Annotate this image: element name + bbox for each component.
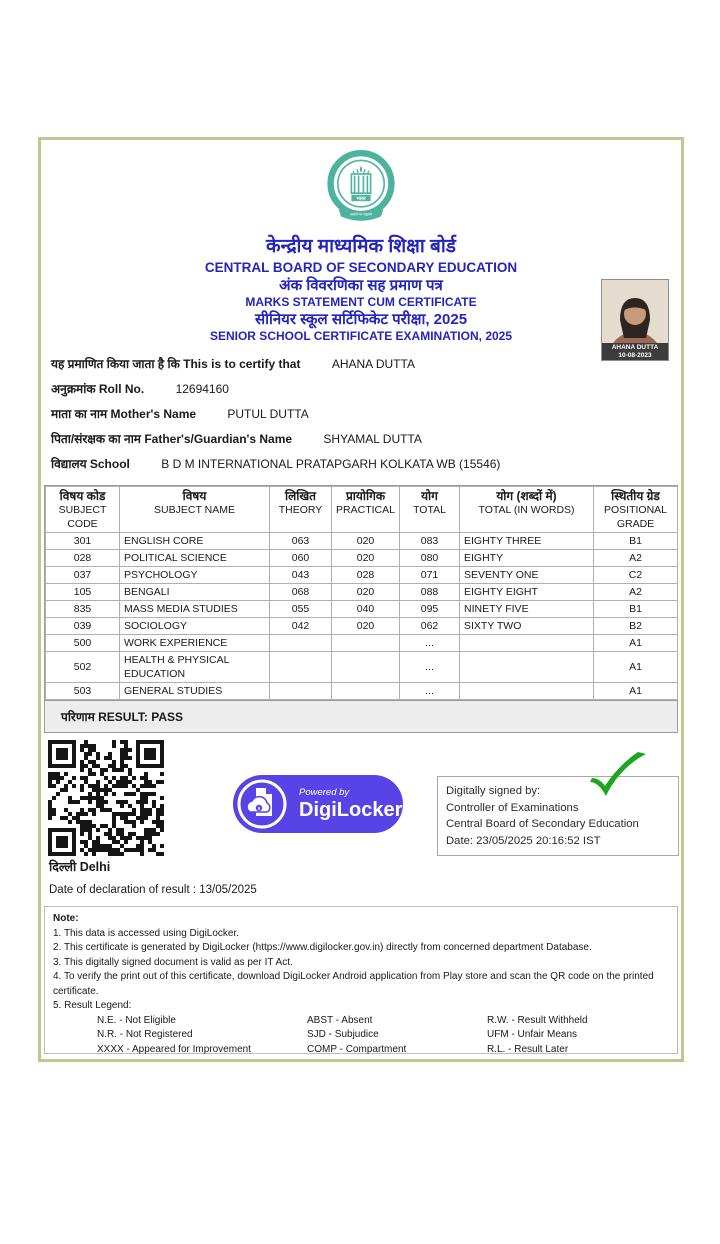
roll-number: 12694160 <box>175 382 229 396</box>
signature-line2: Controller of Examinations <box>446 801 579 814</box>
note-item: 2. This certificate is generated by DigiLocker (https://www.digilocker.gov.in) directly from concerned department Database. <box>53 942 592 953</box>
cell-grade: B2 <box>594 618 678 635</box>
declaration-date: Date of declaration of result : 13/05/2025 <box>49 884 257 896</box>
table-row <box>46 683 678 700</box>
legend-item: UFM - Unfair Means <box>487 1029 578 1040</box>
cell-grade: B1 <box>594 601 678 618</box>
cell-name: GENERAL STUDIES <box>120 683 270 700</box>
photo-caption-date: 10-08-2023 <box>618 351 652 359</box>
cell-name: MASS MEDIA STUDIES <box>120 601 270 618</box>
cell-code: 301 <box>46 533 120 550</box>
mother-label: माता का नाम Mother's Name <box>51 407 197 421</box>
col-total: योग TOTAL <box>400 487 460 533</box>
result-legend <box>53 1014 669 1058</box>
legend-item: ABST - Absent <box>307 1014 373 1026</box>
svg-text:भारत: भारत <box>356 197 366 202</box>
col-total-words: योग (शब्दों में) TOTAL (IN WORDS) <box>460 487 594 533</box>
cell-practical <box>332 635 400 652</box>
father-name: SHYAMAL DUTTA <box>323 432 422 446</box>
note-item: 3. This digitally signed document is valid as per IT Act. <box>53 956 293 968</box>
cell-name: ENGLISH CORE <box>120 533 270 550</box>
roll-label: अनुक्रमांक Roll No. <box>51 382 145 396</box>
cell-words <box>460 652 594 683</box>
svg-text:असतो मा सद्गमय: असतो मा सद्गमय <box>349 212 373 217</box>
cell-words: EIGHTY EIGHT <box>460 584 594 601</box>
cell-theory <box>270 683 332 700</box>
photo-caption-name: AHANA DUTTA <box>611 344 659 351</box>
cell-total: 071 <box>400 567 460 584</box>
signature-line3: Central Board of Secondary Education <box>446 818 639 830</box>
doc-title-hindi: अंक विवरणिका सह प्रमाण पत्र <box>279 277 443 294</box>
cell-theory: 043 <box>270 567 332 584</box>
col-subject-code: विषय कोड SUBJECT CODE <box>46 487 120 533</box>
certify-label: यह प्रमाणित किया जाता है कि This is to certify that <box>51 357 301 371</box>
table-row <box>46 635 678 652</box>
table-row <box>46 584 678 601</box>
cell-total: 062 <box>400 618 460 635</box>
legend-item: XXXX - Appeared for Improvement <box>97 1043 251 1055</box>
cell-total: 095 <box>400 601 460 618</box>
cell-words: EIGHTY <box>460 550 594 567</box>
cell-practical: 020 <box>332 584 400 601</box>
note-box <box>44 906 678 1054</box>
note-item: 5. Result Legend: <box>53 1000 132 1011</box>
cell-practical: 020 <box>332 618 400 635</box>
certificate-header <box>41 140 681 344</box>
org-name-english: CENTRAL BOARD OF SECONDARY EDUCATION <box>204 260 518 275</box>
legend-item: N.R. - Not Registered <box>97 1029 193 1040</box>
photo-caption <box>602 343 668 360</box>
student-name: AHANA DUTTA <box>331 357 415 371</box>
cell-practical: 020 <box>332 550 400 567</box>
col-theory: लिखित THEORY <box>270 487 332 533</box>
student-photo <box>601 279 669 361</box>
place-label: दिल्ली Delhi <box>49 860 111 874</box>
cell-code: 105 <box>46 584 120 601</box>
cell-code: 503 <box>46 683 120 700</box>
qr-code <box>48 740 164 856</box>
cell-grade: A2 <box>594 584 678 601</box>
table-header-row <box>46 487 678 533</box>
table-row <box>46 550 678 567</box>
note-item: 1. This data is accessed using DigiLocker. <box>53 927 240 939</box>
col-practical: प्रायोगिक PRACTICAL <box>332 487 400 533</box>
exam-title-english: SENIOR SCHOOL CERTIFICATE EXAMINATION, 2025 <box>209 329 513 343</box>
cell-practical: 020 <box>332 533 400 550</box>
school-label: विद्यालय School <box>51 457 130 471</box>
cell-total: 088 <box>400 584 460 601</box>
legend-item: N.E. - Not Eligible <box>97 1014 176 1026</box>
cbse-logo-icon <box>321 150 401 230</box>
legend-item: R.W. - Result Withheld <box>487 1014 588 1026</box>
table-row <box>46 567 678 584</box>
cell-grade: A2 <box>594 550 678 567</box>
doc-title-english: MARKS STATEMENT CUM CERTIFICATE <box>245 295 477 309</box>
powered-by-label: Powered by <box>299 787 350 798</box>
cell-theory: 042 <box>270 618 332 635</box>
cell-words: NINETY FIVE <box>460 601 594 618</box>
checkmark-icon <box>586 752 648 806</box>
cell-words <box>460 683 594 700</box>
signature-line4: Date: 23/05/2025 20:16:52 IST <box>446 834 601 847</box>
cell-code: 028 <box>46 550 120 567</box>
note-title: Note: <box>53 913 79 924</box>
cell-total: 080 <box>400 550 460 567</box>
cell-name: POLITICAL SCIENCE <box>120 550 270 567</box>
exam-title-hindi: सीनियर स्कूल सर्टिफिकेट परीक्षा, 2025 <box>254 311 468 328</box>
certificate <box>38 137 684 1062</box>
digilocker-cloud-icon <box>233 775 291 833</box>
legend-item: COMP - Compartment <box>307 1043 407 1055</box>
digilocker-badge <box>233 775 403 833</box>
cell-theory: 063 <box>270 533 332 550</box>
father-label: पिता/संरक्षक का नाम Father's/Guardian's Name <box>51 432 293 446</box>
qr-finder-icon <box>48 828 76 856</box>
cell-theory <box>270 635 332 652</box>
cell-name: BENGALI <box>120 584 270 601</box>
cell-code: 502 <box>46 652 120 683</box>
cell-grade: B1 <box>594 533 678 550</box>
marks-table <box>45 486 678 700</box>
cell-grade: A1 <box>594 635 678 652</box>
mother-name: PUTUL DUTTA <box>227 407 309 421</box>
col-subject-name: विषय SUBJECT NAME <box>120 487 270 533</box>
cell-words <box>460 635 594 652</box>
cell-code: 500 <box>46 635 120 652</box>
cell-practical <box>332 683 400 700</box>
cell-total: ... <box>400 683 460 700</box>
cell-words: EIGHTY THREE <box>460 533 594 550</box>
roll-row <box>51 377 671 402</box>
cell-total: ... <box>400 652 460 683</box>
cell-grade: A1 <box>594 683 678 700</box>
cell-code: 835 <box>46 601 120 618</box>
school-row <box>51 452 671 477</box>
cell-name: HEALTH & PHYSICAL EDUCATION <box>120 652 270 683</box>
cell-grade: A1 <box>594 652 678 683</box>
cell-name: WORK EXPERIENCE <box>120 635 270 652</box>
legend-item: SJD - Subjudice <box>307 1029 379 1040</box>
qr-finder-icon <box>48 740 76 768</box>
mother-row <box>51 402 671 427</box>
cell-total: 083 <box>400 533 460 550</box>
cell-code: 039 <box>46 618 120 635</box>
cell-theory <box>270 652 332 683</box>
table-row <box>46 618 678 635</box>
father-row <box>51 427 671 452</box>
cell-words: SEVENTY ONE <box>460 567 594 584</box>
table-row <box>46 533 678 550</box>
cell-total: ... <box>400 635 460 652</box>
cell-name: PSYCHOLOGY <box>120 567 270 584</box>
cell-theory: 055 <box>270 601 332 618</box>
cell-practical: 028 <box>332 567 400 584</box>
table-row <box>46 652 678 683</box>
cell-grade: C2 <box>594 567 678 584</box>
cell-theory: 060 <box>270 550 332 567</box>
cell-code: 037 <box>46 567 120 584</box>
note-item: 4. To verify the print out of this certificate, download DigiLocker Android application from Play store and scan the QR code on the printed certificate. <box>53 971 654 997</box>
digilocker-label: DigiLocker <box>299 799 403 821</box>
table-row <box>46 601 678 618</box>
marks-table-box <box>44 485 678 733</box>
student-info <box>41 344 681 477</box>
cell-theory: 068 <box>270 584 332 601</box>
qr-finder-icon <box>136 740 164 768</box>
cell-name: SOCIOLOGY <box>120 618 270 635</box>
school-name: B D M INTERNATIONAL PRATAPGARH KOLKATA WB (15546) <box>161 457 501 471</box>
certify-row <box>51 352 671 377</box>
org-name-hindi: केन्द्रीय माध्यमिक शिक्षा बोर्ड <box>266 236 456 257</box>
result-strip: परिणाम RESULT: PASS <box>45 700 677 732</box>
legend-item: R.L. - Result Later <box>487 1043 569 1055</box>
cell-practical <box>332 652 400 683</box>
col-grade: स्थितीय ग्रेड POSITIONAL GRADE <box>594 487 678 533</box>
signature-line1: Digitally signed by: <box>446 785 541 797</box>
cell-practical: 040 <box>332 601 400 618</box>
cell-words: SIXTY TWO <box>460 618 594 635</box>
